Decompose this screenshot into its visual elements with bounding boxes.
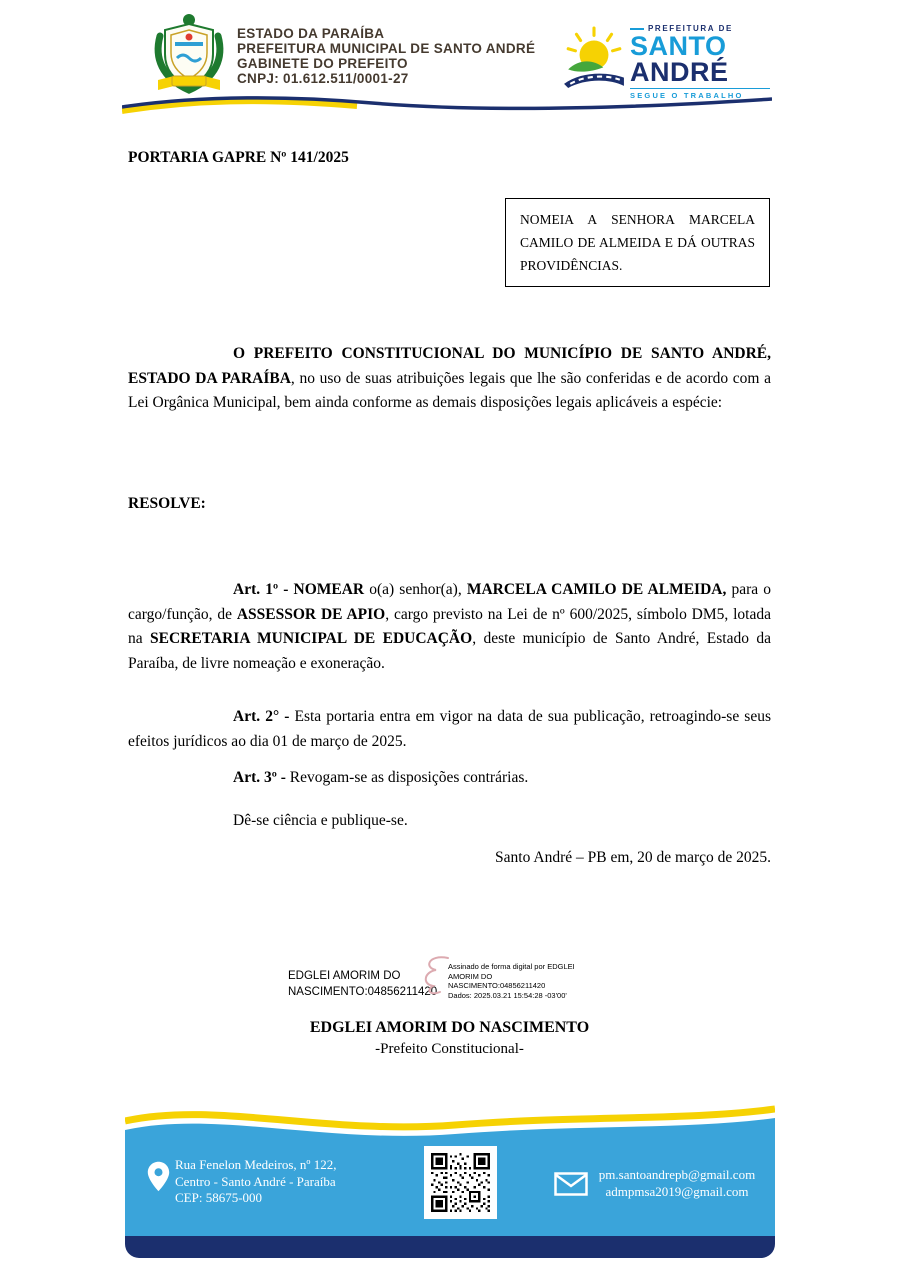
logo-tagline: SEGUE O TRABALHO (630, 88, 770, 100)
resolve-heading: RESOLVE: (128, 495, 206, 512)
article-2-bold: Art. 2° - (233, 708, 290, 725)
dateline: Santo André – PB em, 20 de março de 2025. (495, 849, 771, 866)
header-wave-divider (122, 93, 772, 120)
signer-name: EDGLEI AMORIM DO NASCIMENTO (309, 1019, 590, 1036)
digital-signature-detail-line3: NASCIMENTO:04856211420 (448, 981, 546, 990)
digital-signature-detail-line2: AMORIM DO (448, 971, 493, 981)
article-1-text-1: o(a) senhor(a), (364, 581, 467, 598)
article-1-bold-1: Art. 1º - NOMEAR (233, 581, 365, 598)
signer-role: -Prefeito Constitucional- (375, 1041, 524, 1057)
article-1-text-3: , cargo previsto na Lei de nº 600/2025, símbolo DM5, lotada na (128, 605, 771, 647)
article-3-bold: Art. 3º - (233, 769, 286, 786)
digital-signature-subject-line2: NASCIMENTO:04856211420 (288, 986, 438, 998)
footer-address-line1: Rua Fenelon Medeiros, nº 122, (175, 1157, 337, 1172)
footer-address (175, 1157, 336, 1207)
article-2-paragraph (128, 705, 771, 754)
summary-text: NOMEIA A SENHORA MARCELA CAMILO DE ALMEIDA E DÁ OUTRAS PROVIDÊNCIAS. (520, 212, 755, 273)
digital-signature-detail-line4: Dados: 2025.03.21 15:54:28 -03'00' (448, 990, 567, 1000)
logo-name-bottom: ANDRÉ (630, 57, 729, 87)
org-cnpj: CNPJ: 01.612.511/0001-27 (237, 71, 409, 86)
closing-line (128, 809, 771, 834)
footer-email-1: pm.santoandrepb@gmail.com (598, 1167, 756, 1182)
digital-signature-subject (288, 968, 437, 1000)
article-1-bold-4: SECRETARIA MUNICIPAL DE EDUCAÇÃO (150, 630, 473, 647)
article-3-paragraph (128, 766, 771, 791)
preamble-paragraph (128, 342, 771, 416)
footer-email-2: admpmsa2019@gmail.com (605, 1184, 749, 1199)
digital-signature-details (448, 962, 608, 1000)
article-1-text-4: , deste município de Santo André, Estado da Paraíba, de livre nomeação e exoneração. (128, 630, 771, 672)
digital-signature-subject-line1: EDGLEI AMORIM DO (288, 970, 401, 982)
org-city-hall: PREFEITURA MUNICIPAL DE SANTO ANDRÉ (237, 41, 536, 56)
coat-of-arms-icon (150, 10, 228, 101)
footer-address-line2: Centro - Santo André - Paraíba (175, 1173, 336, 1189)
article-1-bold-3: ASSESSOR DE APIO (236, 605, 386, 623)
email-icon (554, 1172, 588, 1201)
org-state: ESTADO DA PARAÍBA (237, 26, 385, 41)
article-2-text: Esta portaria entra em vigor na data de sua publicação, retroagindo-se seus efeitos jurídicos ao dia 01 de março de 2025. (128, 708, 771, 750)
footer-bottom-bar (125, 1236, 775, 1258)
sun-road-logo-icon (562, 26, 626, 93)
logo-dash (630, 28, 644, 30)
closing-text: Dê-se ciência e publique-se. (233, 812, 408, 829)
article-1-text-2: para o cargo/função, de (128, 581, 772, 623)
logo-pretext-label: PREFEITURA DE (648, 24, 733, 33)
page-title: PORTARIA GAPRE Nº 141/2025 (128, 149, 349, 166)
article-3-text: Revogam-se as disposições contrárias. (285, 769, 529, 786)
footer-emails (592, 1166, 762, 1200)
digital-signature-detail-line1: Assinado de forma digital por EDGLEI (448, 962, 575, 971)
digital-signature-block (288, 960, 618, 1012)
preamble-rest: , no uso de suas atribuições legais que lhe são conferidas e de acordo com a Lei Orgânica Municipal, bem ainda conforme as demais disposições legais aplicáveis a espécie: (128, 369, 771, 411)
org-identification (237, 26, 535, 86)
city-logo (630, 24, 770, 100)
org-office: GABINETE DO PREFEITO (237, 56, 408, 71)
footer-address-line3: CEP: 58675-000 (175, 1190, 263, 1205)
article-1-paragraph (128, 578, 771, 676)
qr-code (424, 1146, 497, 1219)
logo-name-top: SANTO (630, 31, 727, 61)
preamble-bold: O PREFEITO CONSTITUCIONAL DO MUNICÍPIO DE SANTO ANDRÉ, ESTADO DA PARAÍBA (128, 345, 771, 387)
summary-box (505, 198, 770, 287)
article-1-bold-2: MARCELA CAMILO DE ALMEIDA, (466, 581, 727, 598)
location-pin-icon (147, 1161, 170, 1197)
